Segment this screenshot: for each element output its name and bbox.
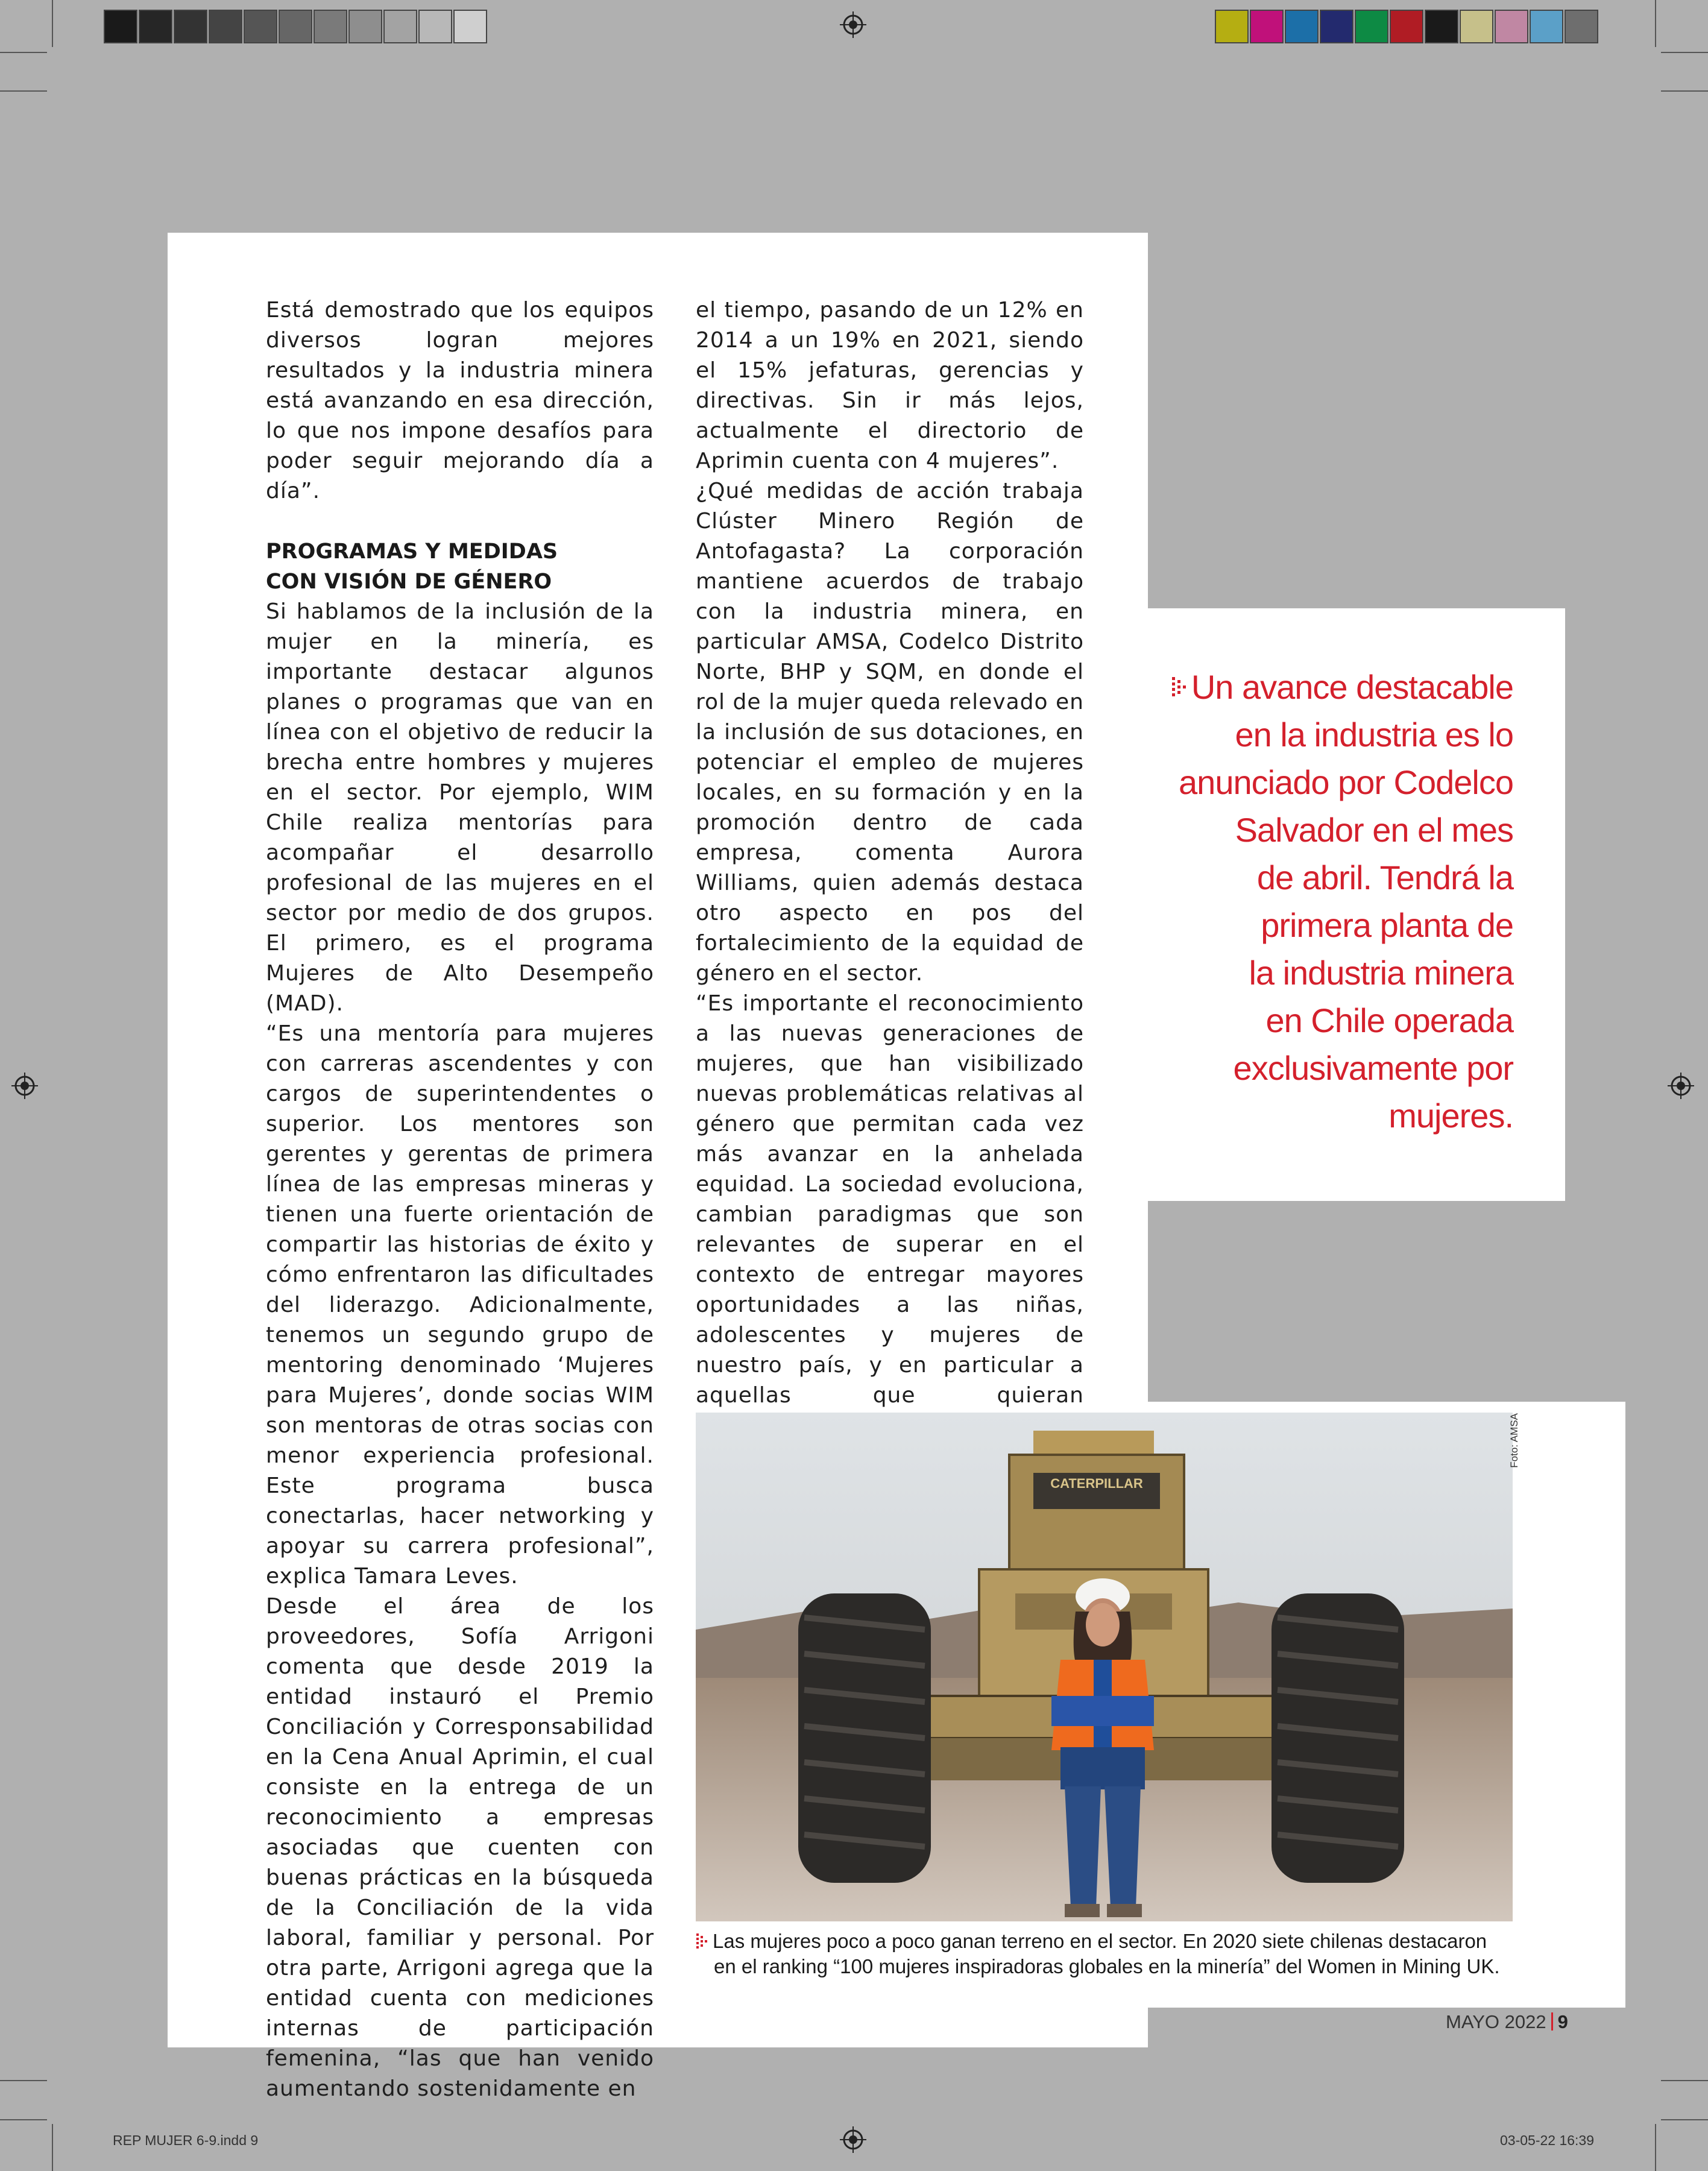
color-swatch bbox=[453, 10, 487, 43]
crop-mark bbox=[52, 0, 53, 47]
registration-mark-bottom bbox=[840, 2126, 866, 2153]
color-swatch-bar bbox=[1215, 10, 1599, 43]
crop-mark bbox=[0, 2119, 47, 2120]
caption-line: en el ranking “100 mujeres inspiradoras globales en la minería” del Women in Mining UK. bbox=[714, 1955, 1500, 1977]
slug-timestamp: 03-05-22 16:39 bbox=[1500, 2132, 1595, 2148]
pull-quote-line: primera planta de bbox=[1261, 906, 1513, 944]
color-swatch bbox=[348, 10, 382, 43]
gray-swatch-bar bbox=[104, 10, 488, 43]
color-swatch bbox=[1565, 10, 1598, 43]
machine-label: CATERPILLAR bbox=[1050, 1476, 1143, 1491]
pull-quote-line: Un avance destacable bbox=[1191, 668, 1513, 706]
color-swatch bbox=[104, 10, 137, 43]
pull-quote bbox=[1170, 663, 1513, 1139]
section-heading-line1: PROGRAMAS Y MEDIDAS bbox=[266, 540, 558, 564]
folio-date: MAYO 2022 bbox=[1446, 2011, 1546, 2032]
paragraph: ¿Qué medidas de acción trabaja Clúster Minero Región de Antofagasta? La corporación mantiene acuerdos de trabajo con la industria minera, en particular AMSA, Codelco Distrito Norte, BHP y SQM, en donde el rol de la mujer queda relevado en la inclusión de sus dotaciones, en potenciar el empleo de mujeres locales, en su formación y en la promoción dentro de cada empresa, comenta Aurora Williams, quien además destaca otro aspecto en pos del fortalecimiento de la equidad de género en el sector. bbox=[696, 479, 1084, 986]
color-swatch bbox=[1285, 10, 1319, 43]
paragraph: el tiempo, pasando de un 12% en 2014 a un 19% en 2021, siendo el 15% jefaturas, gerencias y directivas. Sin ir más lejos, actualmente el directorio de Aprimin cuenta con 4 mujeres”. bbox=[696, 298, 1084, 473]
photo-credit: Foto: AMSA bbox=[1508, 1413, 1520, 1468]
color-swatch bbox=[174, 10, 207, 43]
article-column-2 bbox=[696, 295, 1084, 1471]
crop-mark bbox=[0, 2080, 47, 2081]
color-swatch bbox=[383, 10, 417, 43]
paragraph: “Es una mentoría para mujeres con carreras ascendentes y con cargos de superintendentes o superior. Los mentores son gerentes y gerentas de primera línea de las empresas mineras y tienen una fuerte orientación de compartir las historias de éxito y cómo enfrentaron las dificultades del liderazgo. Adicionalmente, tenemos un segundo grupo de mentoring denominado ‘Mujeres para Mujeres’, donde socias WIM son mentoras de otras socias con menor experiencia profesional. Este programa busca conectarlas, hacer networking y apoyar su carrera profesional”, explica Tamara Leves. bbox=[266, 1021, 654, 1589]
crop-mark bbox=[1655, 0, 1656, 47]
color-swatch bbox=[1460, 10, 1493, 43]
color-swatch bbox=[1250, 10, 1284, 43]
color-swatch bbox=[1530, 10, 1563, 43]
pull-quote-line: en la industria es lo bbox=[1235, 716, 1513, 754]
registration-mark-left bbox=[11, 1073, 38, 1099]
photo-caption bbox=[696, 1929, 1516, 1979]
paragraph: Está demostrado que los equipos diversos logran mejores resultados y la industria minera está avanzando en esa dirección, lo que nos impone desafíos para poder seguir mejorando día a día”. bbox=[266, 298, 654, 503]
color-swatch bbox=[314, 10, 347, 43]
article-column-1 bbox=[266, 295, 654, 2104]
slug-filename: REP MUJER 6-9.indd 9 bbox=[113, 2132, 259, 2148]
color-swatch bbox=[279, 10, 312, 43]
color-swatch bbox=[1215, 10, 1249, 43]
pull-quote-line: en Chile operada bbox=[1265, 1001, 1513, 1039]
color-swatch bbox=[244, 10, 277, 43]
crop-mark bbox=[1661, 52, 1708, 53]
color-swatch bbox=[1390, 10, 1423, 43]
pull-quote-line: Salvador en el mes bbox=[1235, 811, 1513, 849]
pull-quote-line: anunciado por Codelco bbox=[1179, 763, 1513, 801]
section-heading-line2: CON VISIÓN DE GÉNERO bbox=[266, 570, 552, 594]
dot-bullet-icon bbox=[1171, 675, 1191, 701]
color-swatch bbox=[1495, 10, 1528, 43]
crop-mark bbox=[1661, 2080, 1708, 2081]
paragraph: “Es importante el reconocimiento a las nuevas generaciones de mujeres, que han visibilizado nuevas problemáticas relativas al género que permitan cada vez más avanzar en la anhelada equidad. La sociedad evoluciona, cambian paradigmas que son relevantes de superar en el contexto de entregar mayores oportunidades a las niñas, adolescentes y mujeres de nuestro país, y en particular a aquellas que quieran bbox=[696, 991, 1084, 1408]
article-photo bbox=[696, 1413, 1513, 1921]
photo-illustration bbox=[696, 1413, 1513, 1921]
crop-mark bbox=[1661, 90, 1708, 92]
pull-quote-line: la industria minera bbox=[1249, 954, 1513, 992]
color-swatch bbox=[209, 10, 242, 43]
color-swatch bbox=[139, 10, 172, 43]
crop-mark bbox=[0, 52, 47, 53]
pull-quote-line: exclusivamente por bbox=[1233, 1049, 1513, 1087]
caption-line: Las mujeres poco a poco ganan terreno en el sector. En 2020 siete chilenas destacaron bbox=[713, 1930, 1487, 1952]
crop-mark bbox=[1661, 2119, 1708, 2120]
registration-mark-top bbox=[840, 11, 866, 38]
dot-bullet-icon bbox=[696, 1932, 709, 1950]
registration-mark-right bbox=[1668, 1073, 1694, 1099]
paragraph: Si hablamos de la inclusión de la mujer en la minería, es importante destacar algunos planes o programas que van en línea con el objetivo de reducir la brecha entre hombres y mujeres en el sector. Por ejemplo, WIM Chile realiza mentorías para acompañar el desarrollo profesional de las mujeres en el sector por medio de dos grupos. El primero, es el programa Mujeres de Alto Desempeño (MAD). bbox=[266, 599, 654, 1016]
folio-separator bbox=[1551, 2012, 1553, 2031]
crop-mark bbox=[0, 90, 47, 92]
crop-mark bbox=[52, 2124, 53, 2171]
paragraph: Desde el área de los proveedores, Sofía Arrigoni comenta que desde 2019 la entidad instauró el Premio Conciliación y Corresponsabilidad en la Cena Anual Aprimin, el cual consiste en la entrega de un reconocimiento a empresas asociadas que cuenten con buenas prácticas en la búsqueda de la Conciliación de la vida laboral, familiar y personal. Por otra parte, Arrigoni agrega que la entidad cuenta con mediciones internas de participación femenina, “las que han venido aumentando sostenidamente en bbox=[266, 1594, 654, 2101]
page-number: 9 bbox=[1557, 2011, 1568, 2032]
color-swatch bbox=[1425, 10, 1458, 43]
color-swatch bbox=[418, 10, 452, 43]
color-swatch bbox=[1320, 10, 1353, 43]
color-swatch bbox=[1355, 10, 1388, 43]
pull-quote-line: de abril. Tendrá la bbox=[1256, 859, 1513, 896]
pull-quote-line: mujeres. bbox=[1388, 1097, 1513, 1135]
crop-mark bbox=[1655, 2124, 1656, 2171]
page-folio bbox=[1446, 2011, 1568, 2033]
